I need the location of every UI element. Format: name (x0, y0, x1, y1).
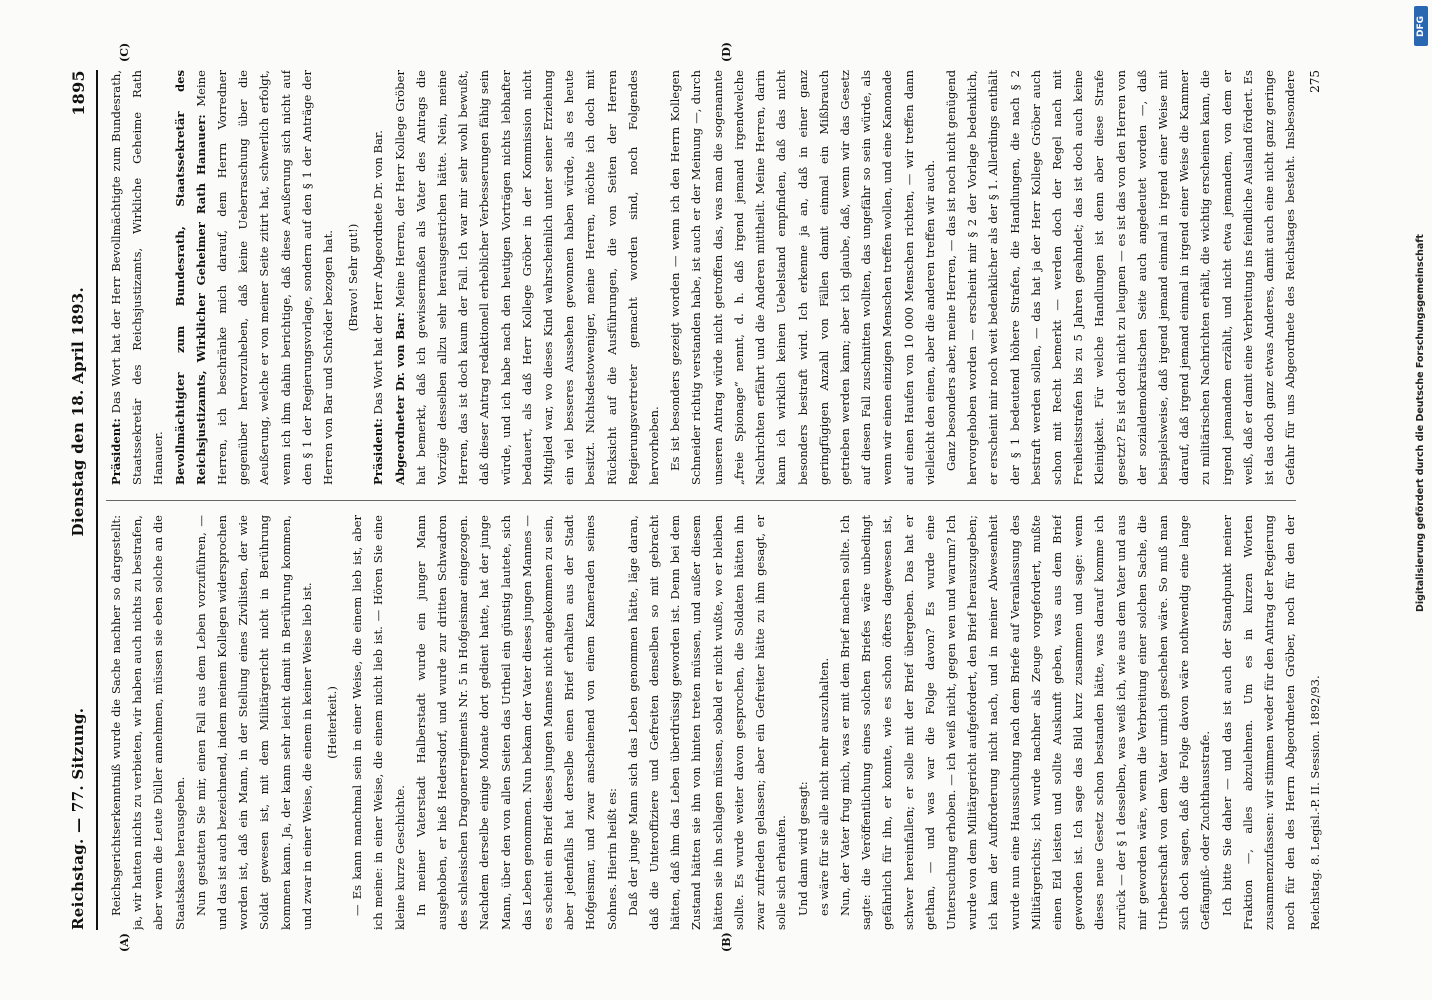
page-number-bottom: 275 (1308, 70, 1322, 93)
header-left: Reichstag. — 77. Sitzung. (69, 707, 87, 930)
marker-b: (B) (720, 932, 733, 952)
dfg-logo: DFG (1414, 6, 1428, 46)
paragraph: Und dann wird gesagt: (795, 781, 810, 916)
paragraph: (Heiterkeit.) (325, 686, 340, 759)
paragraph: Nun gestatten Sie mir, einen Fall aus dem Leben vorzuführen, — und das ist auch bezeichnend, indem meinem Kollegen widersprochen worden ist, daß ein Mann, in der Stellung eines Zivilisten, der wie Soldat gewesen ist, mit dem Militärgericht nicht in Berührung kommen kann. Ja, der kann sehr leicht damit in Berührung kommen, und zwar in einer Weise, die einem in keiner Weise lieb ist. (193, 515, 314, 930)
paragraph: Ganz besonders aber, meine Herren, — das ist noch nicht genügend hervorgehoben worden — erscheint mir § 2 der Vorlage bedenklich, er erscheint mir noch weit bedenklicher als der § 1. Allerdings enthält der § 1 bedeutend höhere Strafen, die Handlungen, die nach § 2 bestraft werden sollen, — das hat ja der Herr Kollege Gröber auch schon mit Recht bemerkt — werden doch der Regel nach mit Freiheitsstrafen bis zu 5 Jahren geahndet; das ist doch auch keine Kleinigkeit. Für welche Handlungen ist denn aber diese Strafe gesetzt? Es ist doch nicht zu leugnen — es ist das von den Herren von der sozialdemokratischen Seite auch angedeutet worden —, daß beispielsweise, daß irgend jemand einmal in irgend einer Weise mit darauf, daß irgend jemand einmal in irgend einer Weise die Kammer zu militärischen Nachrichten erhält, die wichtig erscheinen kann, die irgend jemandem erzählt, und nicht etwa jemandem, von dem er weiß, daß er damit eine Verbreitung ins feindliche Ausland fördert. Es ist das doch ganz etwas Anderes, damit auch eine nicht ganz geringe Gefahr für uns Abgeordnete des Reichstages besteht. Insbesondere (943, 70, 1298, 485)
paragraph: (Bravo! Sehr gut!) (346, 223, 361, 332)
paragraph: — Es kann manchmal sein in einer Weise, die einem lieb ist, aber ich meine: in einer Weise, die einem nicht lieb ist. — Hören Sie eine kleine kurze Geschichte. (350, 515, 407, 930)
marker-d: (D) (720, 42, 733, 62)
dfg-credit-text: Digitalisierung gefördert durch die Deutsche Forschungsgemeinschaft (1415, 234, 1426, 612)
dfg-sidebar (1412, 0, 1432, 1000)
paragraph: In meiner Vaterstadt Halberstadt wurde ein junger Mann ausgehoben, er hieß Hedersdorf, und wurde zur dritten Schwadron des schlesischen Dragonerregiments Nr. 5 in Hofgeismar eingezogen. Nachdem derselbe einige Monate dort gedient hatte, hat der junge Mann, über den von allen Seiten das Urtheil ein günstig lautete, sich das Leben genommen. Nun bekam der Vater dieses jungen Mannes — es scheint ein Brief dieses jungen Mannes nicht angekommen zu sein, aber jedenfalls hat derselbe einen Brief erhalten aus der Stadt Hofgeismar, und zwar anscheinend von einem Kameraden seines Sohnes. Hierin heißt es: (413, 515, 619, 930)
paragraph: Ich bitte Sie daher — und das ist auch der Standpunkt meiner Fraktion —, alles abzulehnen. Um es in kurzen Worten zusammenzufassen: wir stimmen weder für den Antrag der Regierung noch für den des Herrn Abgeordneten Gröber, noch für den der (1219, 515, 1298, 930)
paragraph: Abgeordneter Dr. von Bar: Meine Herren, der Herr Kollege Gröber hat bemerkt, daß ich gewissermaßen als Vater des Antrags die Vorzüge desselben allzu sehr herausgestrichen hätte. Nein, meine Herren, das ist doch kaum der Fall. Ich war mir sehr wohl bewußt, daß dieser Antrag redaktionell erheblicher Verbesserungen fähig sein würde, und ich habe nach den heutigen Vorträgen nichts lebhafter bedauert, als daß Herr Kollege Gröber in der Kommission nicht Mitglied war, wo dieses Kind wahrscheinlich unter seiner Erziehung ein viel besseres Aussehen gewonnen haben würde, als es heute besitzt. Nichtsdestoweniger, meine Herren, möchte ich doch mit Rücksicht auf die Ausführungen, die von Seiten der Herren Regierungsvertreter gemacht worden sind, noch Folgendes hervorheben. (392, 70, 662, 485)
paragraph: es wäre für sie alle nicht mehr auszuhalten. (816, 657, 831, 916)
marker-a: (A) (118, 933, 131, 952)
paragraph: Präsident: Das Wort hat der Herr Abgeordnete Dr. von Bar. (371, 130, 386, 485)
page-footer: Reichstag. 8. Legisl.-P. II. Session. 1892/93. (1308, 675, 1322, 930)
column-divider (106, 500, 1296, 501)
left-column (106, 515, 1306, 930)
paragraph: Reichsgerichtserkenntniß wurde die Sache nachher so dargestellt: ja, wir hatten nichts zu verbieten, wir haben auch nichts zu bestrafen, aber wenn die Leute Düller annehmen, müssen sie eben solche an die Staatskasse herausgeben. (109, 515, 187, 930)
header-page-number: 1895 (68, 70, 88, 116)
marker-c: (C) (118, 42, 131, 62)
header-center: Dienstag den 18. April 1893. (69, 286, 87, 537)
right-column (106, 70, 1306, 485)
page-header (62, 70, 94, 930)
paragraph: Daß der junge Mann sich das Leben genommen hätte, läge daran, daß die Unteroffiziere und Gefreiten denselben so mit gebracht hätten, daß ihm das Leben überdrüssig geworden ist. Denn bei dem Zustand hätten sie ihn von hinten treten müssen, und außer diesem hätten sie ihn schlagen müssen, sobald er nicht wußte, wo er bleiben sollte. Es wurde weiter davon gesprochen, die Soldaten hätten ihn zwar zufrieden gelassen; aber ein Gefreiter hätte zu ihm gesagt, er solle sich erhaufen. (625, 515, 789, 930)
paragraph: Es ist besonders gezeigt worden — wenn ich den Herrn Kollegen Schneider richtig verstanden habe, ist auch er der Meinung —, durch unseren Antrag würde nicht getroffen das, was man die sogenannte „freie Spionage“ nennt, d. h. daß irgend jemand irgendwelche Nachrichten erfährt und die Anderen mittheilt. Meine Herren, darin kann ich wirklich keinen Uebelstand empfinden, daß das nicht besonders bestraft wird. Ich erkenne ja an, daß in einer ganz geringfügigen Anzahl von Fällen damit einmal ein Mißbrauch getrieben werden kann; aber ich glaube, daß, wenn wir das Gesetz auf diesen Fall zuschnitten wollten, das ungefähr so sein würde, als wenn wir einen einzigen Menschen treffen wollen, und eine Kanonade auf einen Haufen von 10 000 Menschen richten, — wir treffen dann vielleicht den einen, aber die anderen treffen wir auch. (668, 70, 937, 485)
paragraph: Bevollmächtigter zum Bundesrath, Staatssekretär des Reichsjustizamts, Wirklicher Geheimer Rath Hanauer: Meine Herren, ich beschränke mich darauf, dem Herrn Vorredner gegenüber hervorzuheben, daß keine Ueberraschung über die Aeußerung, welche er von meiner Seite zitirt hat, schwerlich erfolgt, wenn ich ihm dahin berichtige, daß diese Aeußerung sich nicht auf den § 1 der Regierungsvorlage, sondern auf den § 1 der Anträge der Herren von Bar und Schröder bezogen hat. (172, 70, 336, 485)
paragraph: Nun, der Vater frug mich, was er mit dem Brief machen sollte. Ich sagte: die Veröffentlichung eines solchen Briefes wäre unbedingt gefährlich für ihn, er konnte, wie es schon öfters dagewesen ist, schwer hereinfallen; er solle mit der Brief übergeben. Das hat er gethan, — und was war die Folge davon? Es wurde eine Untersuchung erhoben. — ich weiß nicht, gegen wen und warum? Ich wurde von dem Militärgericht aufgefordert, den Brief herauszugeben; ich kam der Aufforderung nicht nach, und in meiner Abwesenheit wurde nun eine Haussuchung nach dem Briefe auf Veranlassung des Militärgerichts; ich wurde nachher als Zeuge vorgefordert, mußte einen Eid leisten und sollte Auskunft geben, was aus dem Brief geworden ist. Ich sage das Bild kurz zusammen und sage: wenn dieses neue Gesetz schon bestanden hätte, was darauf komme ich zurück — der § 1 desselben, was weiß ich, wie aus dem Vater und aus mir geworden wäre, wenn die Verbreitung einer solchen Sache, die Urheberschaft von dem Vater urmich geschehen wäre. So muß man sich doch sagen, daß die Folge davon wäre nothwendig eine lange Gefängniß- oder Zuchthausstrafe. (837, 515, 1213, 930)
header-rule (96, 70, 98, 930)
paragraph: Präsident: Das Wort hat der Herr Bevollmächtigte zum Bundesrath, Staatssekretär des Reichsjustizamts, Wirkliche Geheime Rath Hanauer. (109, 70, 166, 485)
